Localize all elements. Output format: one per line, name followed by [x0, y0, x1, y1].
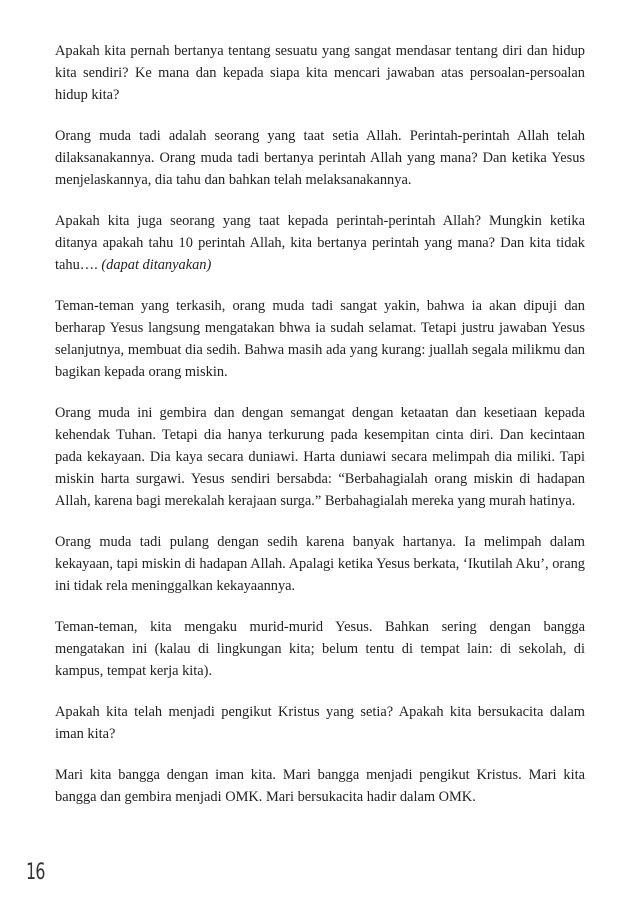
paragraph-6-text: Orang muda tadi pulang dengan sedih karena banyak hartanya. Ia melimpah dalam kekayaan, tapi miskin di hadapan Allah. Apalagi ketika Yesus berkata, ‘Ikutilah Aku’, orang ini tidak rela meninggalkan kekayaannya.: [55, 534, 585, 594]
paragraph-2: [55, 125, 585, 191]
page-number: 16: [26, 860, 45, 885]
paragraph-1-text: Apakah kita pernah bertanya tentang sesuatu yang sangat mendasar tentang diri dan hidup kita sendiri? Ke mana dan kepada siapa kita mencari jawaban atas persoalan-persoalan hidup kita?: [55, 43, 585, 103]
page-body: [55, 40, 585, 827]
paragraph-9: [55, 764, 585, 808]
paragraph-8: [55, 701, 585, 745]
paragraph-5-text: Orang muda ini gembira dan dengan semangat dengan ketaatan dan kesetiaan kepada kehendak Tuhan. Tetapi dia hanya terkurung pada kesempitan cinta diri. Dan kecintaan pada kekayaan. Dia kaya secara duniawi. Harta duniawi secara melimpah dia miliki. Tapi miskin harta surgawi. Yesus sendiri bersabda: “Berbahagialah orang miskin di hadapan Allah, karena bagi merekalah kerajaan surga.” Berbahagialah mereka yang murah hatinya.: [55, 405, 585, 509]
paragraph-7: [55, 616, 585, 682]
paragraph-3: [55, 210, 585, 276]
paragraph-3-text: Apakah kita juga seorang yang taat kepada perintah-perintah Allah? Mungkin ketika ditanya apakah tahu 10 perintah Allah, kita bertanya perintah yang mana? Dan kita tidak tahu….: [55, 213, 585, 273]
paragraph-4-text: Teman-teman yang terkasih, orang muda tadi sangat yakin, bahwa ia akan dipuji dan berharap Yesus langsung mengatakan bhwa ia sudah selamat. Tetapi justru jawaban Yesus selanjutnya, membuat dia sedih. Bahwa masih ada yang kurang: juallah segala milikmu dan bagikan kepada orang miskin.: [55, 298, 585, 380]
paragraph-6: [55, 531, 585, 597]
paragraph-2-text: Orang muda tadi adalah seorang yang taat setia Allah. Perintah-perintah Allah telah dilaksanakannya. Orang muda tadi bertanya perintah Allah yang mana? Dan ketika Yesus menjelaskannya, dia tahu dan bahkan telah melaksanakannya.: [55, 128, 585, 188]
paragraph-4: [55, 295, 585, 383]
paragraph-7-text: Teman-teman, kita mengaku murid-murid Yesus. Bahkan sering dengan bangga mengatakan ini (kalau di lingkungan kita; belum tentu di tempat lain: di sekolah, di kampus, tempat kerja kita).: [55, 619, 585, 679]
paragraph-3-italic-note: (dapat ditanyakan): [101, 257, 212, 273]
paragraph-8-text: Apakah kita telah menjadi pengikut Kristus yang setia? Apakah kita bersukacita dalam iman kita?: [55, 704, 585, 742]
paragraph-1: [55, 40, 585, 106]
paragraph-5: [55, 402, 585, 512]
paragraph-9-text: Mari kita bangga dengan iman kita. Mari bangga menjadi pengikut Kristus. Mari kita bangga dan gembira menjadi OMK. Mari bersukacita hadir dalam OMK.: [55, 767, 585, 805]
